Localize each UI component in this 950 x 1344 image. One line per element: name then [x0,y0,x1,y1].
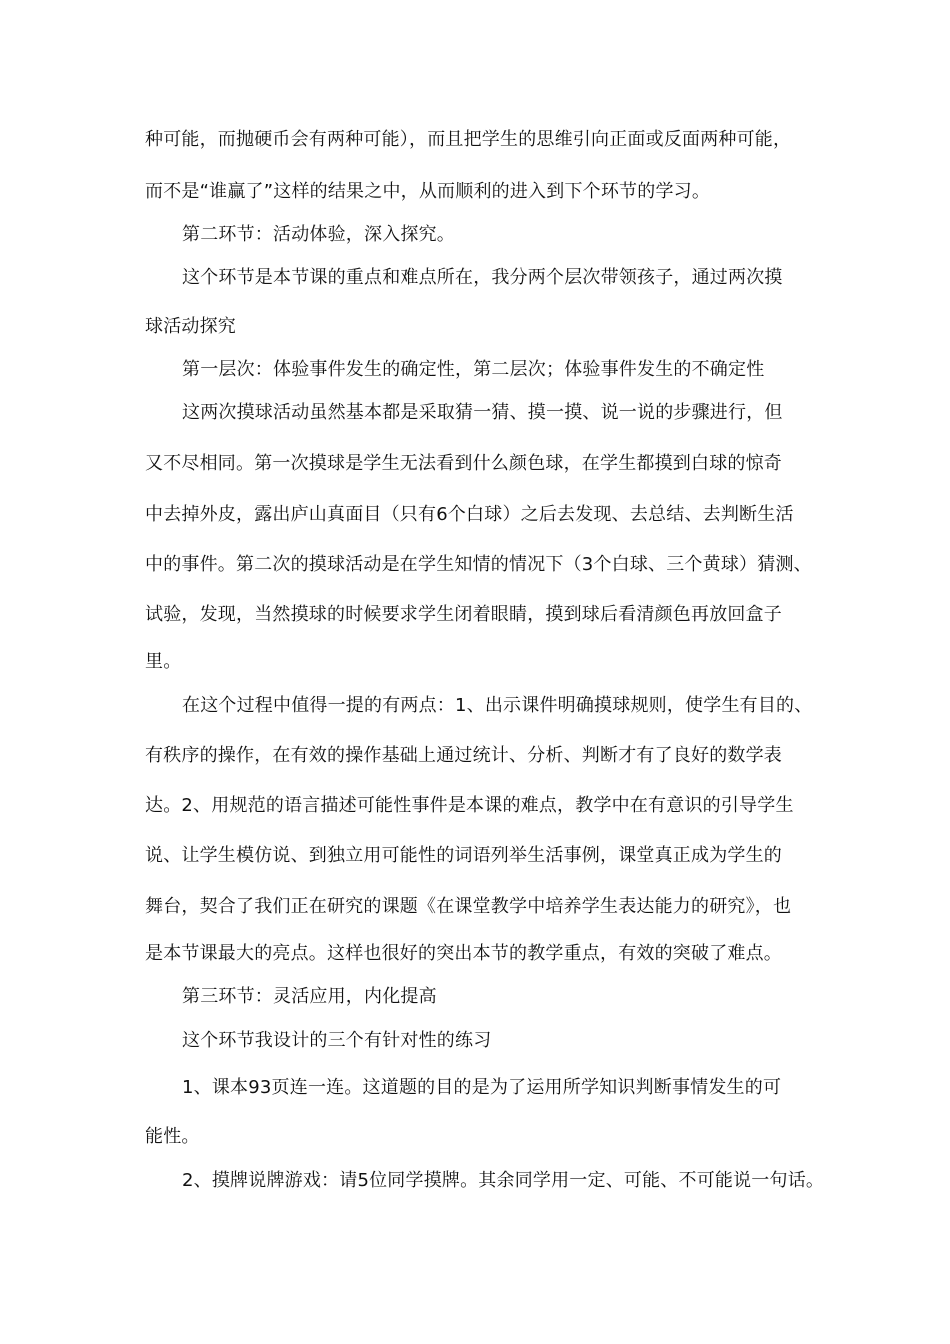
text-line: 有秩序的操作，在有效的操作基础上通过统计、分析、判断才有了良好的数学表 [145,745,782,766]
text-line: 种可能，而抛硬币会有两种可能），而且把学生的思维引向正面或反面两种可能， [145,129,792,150]
text-line: 在这个过程中值得一提的有两点：1、出示课件明确摸球规则，使学生有目的、 [182,695,813,716]
text-line: 而不是“谁赢了”这样的结果之中，从而顺利的进入到下个环节的学习。 [145,181,711,202]
section-heading: 第三环节：灵活应用，内化提高 [182,986,437,1007]
text-line: 能性。 [145,1126,200,1147]
text-line: 中的事件。第二次的摸球活动是在学生知情的情况下（3个白球、三个黄球）猜测、 [145,554,812,575]
text-line: 1、课本93页连一连。这道题的目的是为了运用所学知识判断事情发生的可 [182,1077,782,1098]
section-heading: 第二环节：活动体验，深入探究。 [182,224,455,245]
text-line: 里。 [145,651,182,672]
text-line: 这个环节我设计的三个有针对性的练习 [182,1030,492,1051]
text-line: 又不尽相同。第一次摸球是学生无法看到什么颜色球，在学生都摸到白球的惊奇 [145,453,782,474]
text-line: 2、摸牌说牌游戏：请5位同学摸牌。其余同学用一定、可能、不可能说一句话。 [182,1170,825,1191]
text-line: 舞台，契合了我们正在研究的课题《在课堂教学中培养学生表达能力的研究》，也 [145,896,792,917]
text-line: 球活动探究 [145,316,236,337]
text-line: 这两次摸球活动虽然基本都是采取猜一猜、摸一摸、说一说的步骤进行，但 [182,402,783,423]
text-line: 是本节课最大的亮点。这样也很好的突出本节的教学重点，有效的突破了难点。 [145,943,782,964]
text-line: 试验，发现，当然摸球的时候要求学生闭着眼睛，摸到球后看清颜色再放回盒子 [145,604,782,625]
text-line: 第一层次：体验事件发生的确定性，第二层次；体验事件发生的不确定性 [182,359,765,380]
text-line: 中去掉外皮，露出庐山真面目（只有6个白球）之后去发现、去总结、去判断生活 [145,504,794,525]
text-line: 达。2、用规范的语言描述可能性事件是本课的难点，教学中在有意识的引导学生 [145,795,794,816]
text-line: 这个环节是本节课的重点和难点所在，我分两个层次带领孩子，通过两次摸 [182,267,783,288]
text-line: 说、让学生模仿说、到独立用可能性的词语列举生活事例，课堂真正成为学生的 [145,845,782,866]
